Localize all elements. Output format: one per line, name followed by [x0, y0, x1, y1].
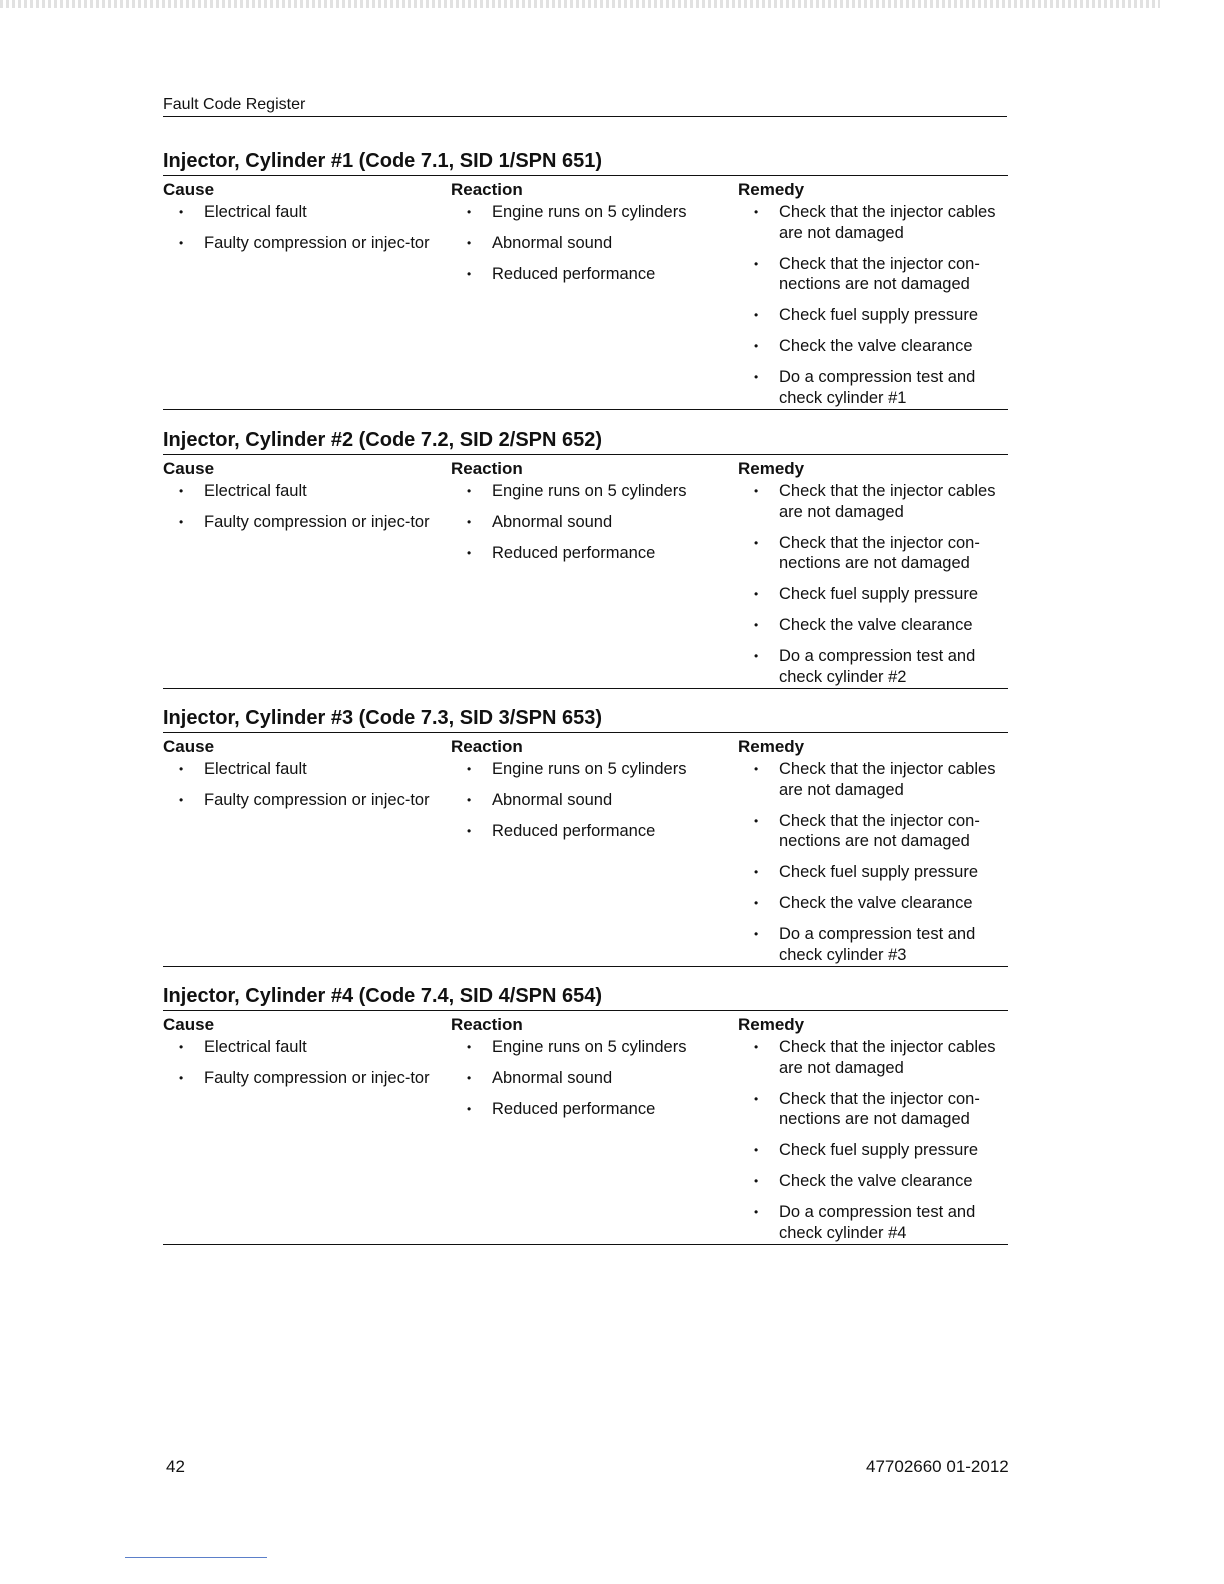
- reaction-list: [451, 202, 738, 285]
- reaction-item: • Reduced performance: [451, 1099, 738, 1120]
- remedy-heading: Remedy: [738, 737, 805, 756]
- cause-column: [163, 733, 451, 965]
- remedy-column: [738, 176, 1008, 408]
- scan-artifact-strip: [0, 0, 1160, 8]
- remedy-item: • Check that the injector cables are not damaged: [738, 481, 1008, 522]
- section-columns: [163, 733, 1008, 967]
- page-number: 42: [166, 1457, 185, 1476]
- remedy-item: • Check the valve clearance: [738, 336, 1008, 357]
- section-title: Injector, Cylinder #2 (Code 7.2, SID 2/SPN 652): [163, 427, 1008, 455]
- remedy-item: • Check that the injector con-nections are not damaged: [738, 254, 1008, 295]
- fault-section-cylinder-2: [163, 427, 1008, 689]
- remedy-column: [738, 455, 1008, 687]
- remedy-item: • Check that the injector cables are not damaged: [738, 1037, 1008, 1078]
- reaction-item: • Reduced performance: [451, 543, 738, 564]
- section-columns: [163, 455, 1008, 689]
- remedy-item: • Check that the injector con-nections are not damaged: [738, 811, 1008, 852]
- remedy-list: [738, 1037, 1008, 1243]
- reaction-item: • Abnormal sound: [451, 512, 738, 533]
- reaction-item: • Reduced performance: [451, 264, 738, 285]
- section-columns: [163, 1011, 1008, 1245]
- reaction-list: [451, 759, 738, 842]
- reaction-column: [451, 176, 738, 408]
- remedy-item: • Do a compression test and check cylinder #3: [738, 924, 1008, 965]
- section-title: Injector, Cylinder #4 (Code 7.4, SID 4/SPN 654): [163, 983, 1008, 1011]
- cause-column: [163, 176, 451, 408]
- fault-section-cylinder-3: [163, 705, 1008, 967]
- cause-item: • Electrical fault: [163, 481, 451, 502]
- cause-heading: Cause: [163, 459, 215, 478]
- header-title: Fault Code Register: [163, 96, 306, 113]
- reaction-item: • Abnormal sound: [451, 233, 738, 254]
- remedy-item: • Do a compression test and check cylinder #1: [738, 367, 1008, 408]
- cause-column: [163, 1011, 451, 1243]
- cause-list: [163, 481, 451, 533]
- remedy-list: [738, 481, 1008, 687]
- reaction-column: [451, 1011, 738, 1243]
- reaction-item: • Abnormal sound: [451, 1068, 738, 1089]
- document-id: 47702660 01-2012: [866, 1457, 1009, 1476]
- reaction-list: [451, 481, 738, 564]
- cause-heading: Cause: [163, 180, 215, 199]
- section-title: Injector, Cylinder #1 (Code 7.1, SID 1/SPN 651): [163, 148, 1008, 176]
- reaction-heading: Reaction: [451, 180, 523, 199]
- remedy-heading: Remedy: [738, 180, 805, 199]
- reaction-item: • Abnormal sound: [451, 790, 738, 811]
- bottom-divider: [125, 1557, 267, 1558]
- cause-item: • Electrical fault: [163, 1037, 451, 1058]
- page-header: [163, 96, 1007, 117]
- remedy-heading: Remedy: [738, 1015, 805, 1034]
- remedy-item: • Check that the injector cables are not damaged: [738, 202, 1008, 243]
- cause-item: • Faulty compression or injec-tor: [163, 512, 451, 533]
- fault-section-cylinder-4: [163, 983, 1008, 1245]
- remedy-item: • Check fuel supply pressure: [738, 862, 1008, 883]
- fault-section-cylinder-1: [163, 148, 1008, 410]
- remedy-item: • Check that the injector cables are not damaged: [738, 759, 1008, 800]
- cause-column: [163, 455, 451, 687]
- reaction-item: • Engine runs on 5 cylinders: [451, 759, 738, 780]
- cause-list: [163, 202, 451, 254]
- cause-item: • Faulty compression or injec-tor: [163, 1068, 451, 1089]
- remedy-item: • Check the valve clearance: [738, 893, 1008, 914]
- remedy-column: [738, 1011, 1008, 1243]
- cause-list: [163, 1037, 451, 1089]
- remedy-item: • Check fuel supply pressure: [738, 305, 1008, 326]
- cause-item: • Faulty compression or injec-tor: [163, 233, 451, 254]
- cause-item: • Electrical fault: [163, 759, 451, 780]
- reaction-heading: Reaction: [451, 459, 523, 478]
- reaction-column: [451, 455, 738, 687]
- cause-heading: Cause: [163, 737, 215, 756]
- reaction-column: [451, 733, 738, 965]
- remedy-heading: Remedy: [738, 459, 805, 478]
- remedy-item: • Check fuel supply pressure: [738, 584, 1008, 605]
- remedy-column: [738, 733, 1008, 965]
- remedy-item: • Check that the injector con-nections are not damaged: [738, 533, 1008, 574]
- reaction-list: [451, 1037, 738, 1120]
- cause-item: • Electrical fault: [163, 202, 451, 223]
- cause-heading: Cause: [163, 1015, 215, 1034]
- remedy-item: • Do a compression test and check cylinder #2: [738, 646, 1008, 687]
- remedy-item: • Check the valve clearance: [738, 1171, 1008, 1192]
- remedy-item: • Check fuel supply pressure: [738, 1140, 1008, 1161]
- remedy-item: • Do a compression test and check cylinder #4: [738, 1202, 1008, 1243]
- reaction-heading: Reaction: [451, 1015, 523, 1034]
- remedy-list: [738, 759, 1008, 965]
- remedy-list: [738, 202, 1008, 408]
- reaction-item: • Engine runs on 5 cylinders: [451, 202, 738, 223]
- remedy-item: • Check the valve clearance: [738, 615, 1008, 636]
- reaction-item: • Engine runs on 5 cylinders: [451, 481, 738, 502]
- section-title: Injector, Cylinder #3 (Code 7.3, SID 3/SPN 653): [163, 705, 1008, 733]
- reaction-heading: Reaction: [451, 737, 523, 756]
- section-columns: [163, 176, 1008, 410]
- cause-list: [163, 759, 451, 811]
- reaction-item: • Engine runs on 5 cylinders: [451, 1037, 738, 1058]
- reaction-item: • Reduced performance: [451, 821, 738, 842]
- cause-item: • Faulty compression or injec-tor: [163, 790, 451, 811]
- remedy-item: • Check that the injector con-nections are not damaged: [738, 1089, 1008, 1130]
